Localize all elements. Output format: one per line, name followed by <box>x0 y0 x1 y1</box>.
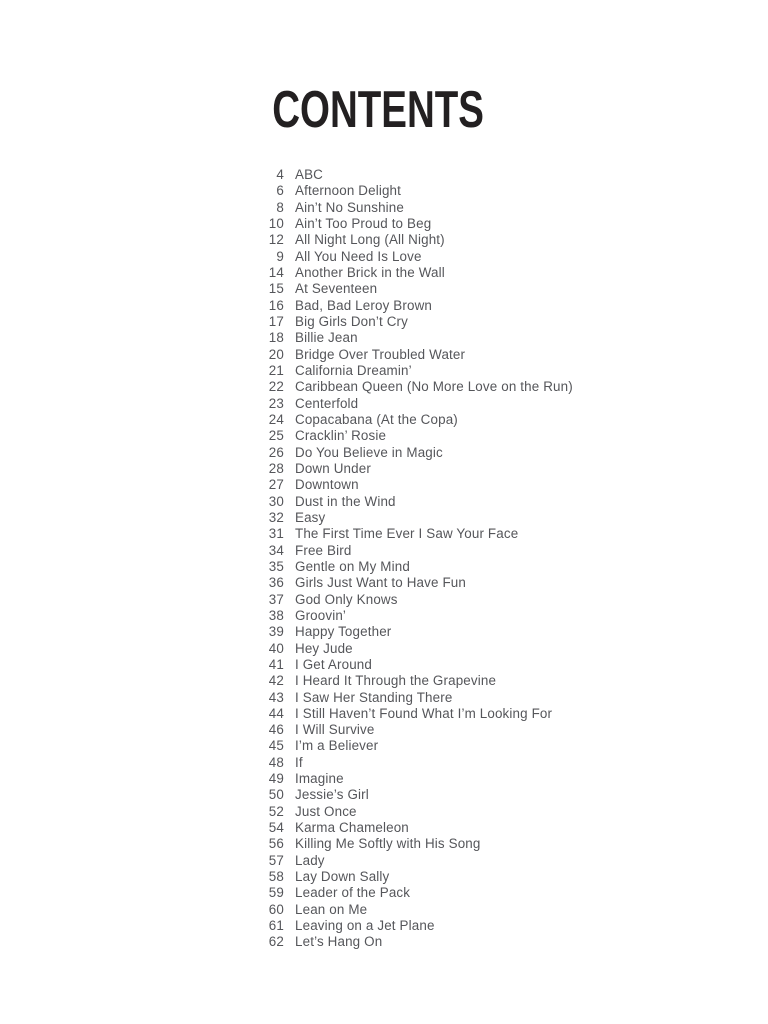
song-title: At Seventeen <box>295 281 378 297</box>
song-title: Afternoon Delight <box>295 183 402 199</box>
song-page-number: 57 <box>268 852 284 868</box>
song-page-number: 60 <box>268 901 284 917</box>
toc-row <box>0 183 768 199</box>
page-title: CONTENTS <box>272 81 484 139</box>
song-title: Another Brick in the Wall <box>295 264 445 280</box>
toc-row <box>0 379 768 395</box>
toc-row <box>0 216 768 232</box>
song-title: I Heard It Through the Grapevine <box>295 673 497 689</box>
song-title: Dust in the Wind <box>295 493 396 509</box>
song-page-number: 38 <box>268 607 284 623</box>
song-title: Caribbean Queen (No More Love on the Run) <box>295 379 573 395</box>
song-page-number: 41 <box>268 656 284 672</box>
song-title: The First Time Ever I Saw Your Face <box>295 526 519 542</box>
song-page-number: 17 <box>268 313 284 329</box>
song-page-number: 26 <box>268 444 284 460</box>
song-title: Big Girls Don’t Cry <box>295 313 408 329</box>
toc-row <box>0 494 768 510</box>
song-title: Copacabana (At the Copa) <box>295 411 458 427</box>
song-page-number: 24 <box>268 411 284 427</box>
toc-row <box>0 396 768 412</box>
song-page-number: 58 <box>268 869 284 885</box>
song-title: Ain’t Too Proud to Beg <box>295 215 432 231</box>
song-page-number: 44 <box>268 705 284 721</box>
song-title: Just Once <box>295 803 357 819</box>
toc-row <box>0 608 768 624</box>
song-page-number: 20 <box>268 346 284 362</box>
song-title: If <box>295 754 303 770</box>
toc-row <box>0 706 768 722</box>
song-title: Groovin’ <box>295 607 347 623</box>
toc-row <box>0 461 768 477</box>
toc-row <box>0 445 768 461</box>
song-page-number: 50 <box>268 787 284 803</box>
toc-row <box>0 624 768 640</box>
toc-row <box>0 167 768 183</box>
song-page-number: 30 <box>268 493 284 509</box>
song-page-number: 37 <box>268 591 284 607</box>
toc-row <box>0 249 768 265</box>
song-page-number: 31 <box>268 526 284 542</box>
toc-row <box>0 526 768 542</box>
toc-row <box>0 771 768 787</box>
toc-row <box>0 836 768 852</box>
song-title: Centerfold <box>295 395 359 411</box>
song-title: Lady <box>295 852 325 868</box>
toc-row <box>0 543 768 559</box>
song-page-number: 52 <box>268 803 284 819</box>
song-title: God Only Knows <box>295 591 398 607</box>
toc-row <box>0 673 768 689</box>
song-title: Bad, Bad Leroy Brown <box>295 297 432 313</box>
song-title: Let’s Hang On <box>295 934 383 950</box>
song-title: Billie Jean <box>295 330 358 346</box>
song-page-number: 18 <box>268 330 284 346</box>
song-title: Happy Together <box>295 624 392 640</box>
song-title: Do You Believe in Magic <box>295 444 443 460</box>
song-page-number: 28 <box>268 460 284 476</box>
song-title: Leaving on a Jet Plane <box>295 918 435 934</box>
song-title: Easy <box>295 509 326 525</box>
toc-row <box>0 330 768 346</box>
song-page-number: 12 <box>268 232 284 248</box>
song-title: I Get Around <box>295 656 372 672</box>
toc-row <box>0 559 768 575</box>
toc-row <box>0 510 768 526</box>
toc-row <box>0 477 768 493</box>
song-page-number: 49 <box>268 771 284 787</box>
song-page-number: 56 <box>268 836 284 852</box>
song-page-number: 36 <box>268 575 284 591</box>
toc-row <box>0 428 768 444</box>
song-title: I Still Haven’t Found What I’m Looking For <box>295 705 553 721</box>
song-title: Gentle on My Mind <box>295 558 410 574</box>
song-title: Girls Just Want to Have Fun <box>295 575 466 591</box>
toc-row <box>0 657 768 673</box>
song-title: I Will Survive <box>295 722 375 738</box>
toc-row <box>0 869 768 885</box>
song-title: All Night Long (All Night) <box>295 232 445 248</box>
song-page-number: 6 <box>276 183 284 199</box>
song-page-number: 39 <box>268 624 284 640</box>
toc-row <box>0 820 768 836</box>
toc-row <box>0 918 768 934</box>
song-page-number: 23 <box>268 395 284 411</box>
page-title-wrap <box>0 81 768 139</box>
toc-row <box>0 232 768 248</box>
song-title: Lean on Me <box>295 901 368 917</box>
song-page-number: 14 <box>268 264 284 280</box>
song-title: Bridge Over Troubled Water <box>295 346 466 362</box>
song-page-number: 9 <box>276 248 284 264</box>
song-title: Down Under <box>295 460 371 476</box>
song-title: ABC <box>295 167 323 182</box>
song-page-number: 15 <box>268 281 284 297</box>
song-page-number: 43 <box>268 689 284 705</box>
toc-row <box>0 804 768 820</box>
song-title: I Saw Her Standing There <box>295 689 453 705</box>
toc-row <box>0 755 768 771</box>
toc-row <box>0 281 768 297</box>
song-page-number: 22 <box>268 379 284 395</box>
toc-row <box>0 885 768 901</box>
song-page-number: 46 <box>268 722 284 738</box>
toc-row <box>0 200 768 216</box>
toc-row <box>0 592 768 608</box>
toc-list <box>0 167 768 951</box>
song-title: Ain’t No Sunshine <box>295 199 404 215</box>
song-page-number: 8 <box>276 199 284 215</box>
song-title: Cracklin’ Rosie <box>295 428 387 444</box>
song-page-number: 16 <box>268 297 284 313</box>
toc-row <box>0 738 768 754</box>
toc-row <box>0 641 768 657</box>
song-title: California Dreamin’ <box>295 362 412 378</box>
song-page-number: 48 <box>268 754 284 770</box>
toc-row <box>0 722 768 738</box>
song-page-number: 40 <box>268 640 284 656</box>
song-page-number: 27 <box>268 477 284 493</box>
song-page-number: 21 <box>268 362 284 378</box>
song-title: Imagine <box>295 771 344 787</box>
song-title: Lay Down Sally <box>295 869 390 885</box>
toc-row <box>0 298 768 314</box>
song-title: All You Need Is Love <box>295 248 422 264</box>
song-page-number: 42 <box>268 673 284 689</box>
toc-row <box>0 363 768 379</box>
toc-row <box>0 853 768 869</box>
toc-row <box>0 902 768 918</box>
song-title: Hey Jude <box>295 640 353 656</box>
toc-row <box>0 347 768 363</box>
toc-row <box>0 575 768 591</box>
song-page-number: 10 <box>268 215 284 231</box>
song-page-number: 45 <box>268 738 284 754</box>
song-page-number: 32 <box>268 509 284 525</box>
toc-row <box>0 690 768 706</box>
song-page-number: 62 <box>268 934 284 950</box>
song-title: Downtown <box>295 477 359 493</box>
song-title: Killing Me Softly with His Song <box>295 836 481 852</box>
song-title: Leader of the Pack <box>295 885 411 901</box>
toc-row <box>0 934 768 950</box>
song-page-number: 59 <box>268 885 284 901</box>
song-page-number: 34 <box>268 542 284 558</box>
song-page-number: 35 <box>268 558 284 574</box>
song-page-number: 61 <box>268 918 284 934</box>
song-title: Karma Chameleon <box>295 820 409 836</box>
toc-row <box>0 787 768 803</box>
song-title: I’m a Believer <box>295 738 379 754</box>
song-title: Free Bird <box>295 542 352 558</box>
toc-row <box>0 265 768 281</box>
song-page-number: 54 <box>268 820 284 836</box>
toc-row <box>0 314 768 330</box>
song-page-number: 4 <box>276 167 284 182</box>
song-title: Jessie’s Girl <box>295 787 369 803</box>
toc-row <box>0 412 768 428</box>
song-page-number: 25 <box>268 428 284 444</box>
